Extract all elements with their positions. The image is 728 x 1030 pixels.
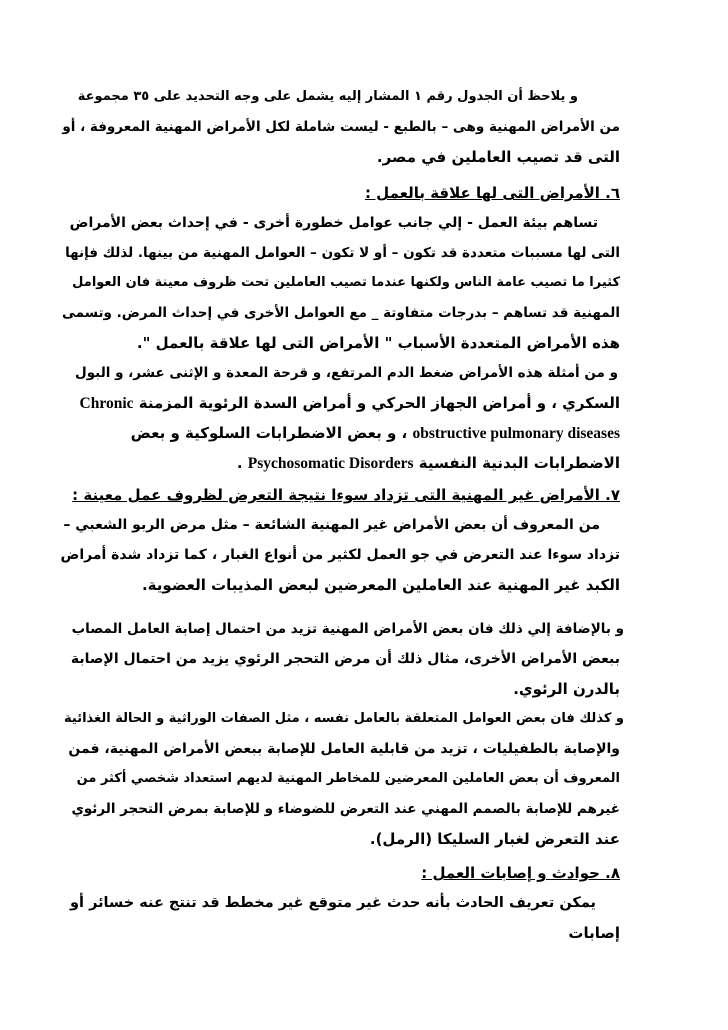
- paragraph-line: [131, 422, 620, 445]
- paragraph-line: التى قد تصيب العاملين في مصر.: [376, 148, 620, 166]
- english-term: Psychosomatic Disorders: [247, 455, 414, 472]
- paragraph-line: المهنية قد تساهم – بدرجات متفاوتة _ مع العوامل الأخرى في إحداث المرض. وتسمى: [62, 305, 620, 321]
- paragraph-line: يمكن تعريف الحادث بأنه حدث غير متوقع غير مخطط قد تنتج عنه خسائر أو: [70, 895, 596, 911]
- paragraph-line: والإصابة بالطفيليات ، تزيد من قابلية العامل للإصابة ببعض الأمراض المهنية، فمن: [68, 741, 620, 757]
- english-term: Chronic: [79, 395, 134, 412]
- paragraph-line: ببعض الأمراض الأخرى، مثال ذلك أن مرض التحجر الرئوي يزيد من احتمال الإصابة: [70, 651, 620, 667]
- english-term: obstructive pulmonary diseases: [412, 425, 620, 442]
- paragraph-text: ، و بعض الاضطرابات السلوكية و بعض: [130, 424, 408, 442]
- paragraph-line: تساهم بيئة العمل - إلي جانب عوامل خطورة أخرى - في إحداث بعض الأمراض: [69, 215, 598, 231]
- paragraph-line: بالدرن الرئوي.: [513, 680, 620, 698]
- paragraph-line: إصابات: [568, 924, 620, 942]
- paragraph-line: [80, 392, 620, 415]
- paragraph-line: غيرهم للإصابة بالصمم المهني عند التعرض للضوضاء و للإصابة بمرض التحجر الرئوي: [71, 801, 620, 817]
- paragraph-line: عند التعرض لغبار السليكا (الرمل).: [369, 830, 620, 848]
- paragraph-line: [237, 452, 620, 475]
- section-heading-8: ٨. حوادث و إصابات العمل :: [421, 864, 620, 882]
- section-heading-7: ٧. الأمراض غير المهنية التى تزداد سوءا نتيجة التعرض لظروف عمل معينة :: [72, 486, 620, 504]
- paragraph-text: الاضطرابات البدنية النفسية: [418, 454, 620, 472]
- paragraph-line: من الأمراض المهنية وهى – بالطبع - ليست شاملة لكل الأمراض المهنية المعروفة ، أو: [62, 119, 620, 135]
- paragraph-text: .: [236, 454, 243, 472]
- paragraph-line: هذه الأمراض المتعددة الأسباب " الأمراض التى لها علاقة بالعمل ".: [136, 334, 620, 352]
- paragraph-line: الكبد غير المهنية عند العاملين المعرضين لبعض المذيبات العضوية.: [141, 576, 620, 594]
- section-heading-6: ٦. الأمراض التى لها علاقة بالعمل :: [364, 184, 620, 202]
- paragraph-line: و كذلك فان بعض العوامل المتعلقة بالعامل نفسه ، مثل الصفات الوراثية و الحالة الغذائية: [64, 711, 624, 726]
- paragraph-line: تزداد سوءا عند التعرض في جو العمل لكثير من أنواع الغبار ، كما تزداد شدة أمراض: [60, 547, 620, 563]
- paragraph-line: التى لها مسببات متعددة قد تكون – أو لا تكون – العوامل المهنية من بينها. لذلك فإنها: [65, 245, 620, 261]
- paragraph-line: المعروف أن بعض العاملين المعرضين للمخاطر المهنية لديهم استعداد شخصي أكثر من: [76, 771, 620, 786]
- paragraph-line: من المعروف أن بعض الأمراض غير المهنية الشائعة – مثل مرض الربو الشعبي –: [63, 517, 600, 533]
- paragraph-line: كثيرا ما تصيب عامة الناس ولكنها عندما تصيب العاملين تحت ظروف معينة فان العوامل: [72, 275, 620, 290]
- paragraph-text: السكري ، و أمراض الجهاز الحركي و أمراض السدة الرئوية المزمنة: [138, 394, 620, 412]
- paragraph-line: و بالإضافة إلي ذلك فان بعض الأمراض المهنية تزيد من احتمال إصابة العامل المصاب: [71, 621, 624, 637]
- paragraph-line: و من أمثلة هذه الأمراض ضغط الدم المرتفع، و قرحة المعدة و الإثنى عشر، و البول: [75, 365, 618, 381]
- paragraph-line: و يلاحظ أن الجدول رقم ١ المشار إليه يشمل على وجه التحديد على ٣٥ مجموعة: [77, 89, 578, 104]
